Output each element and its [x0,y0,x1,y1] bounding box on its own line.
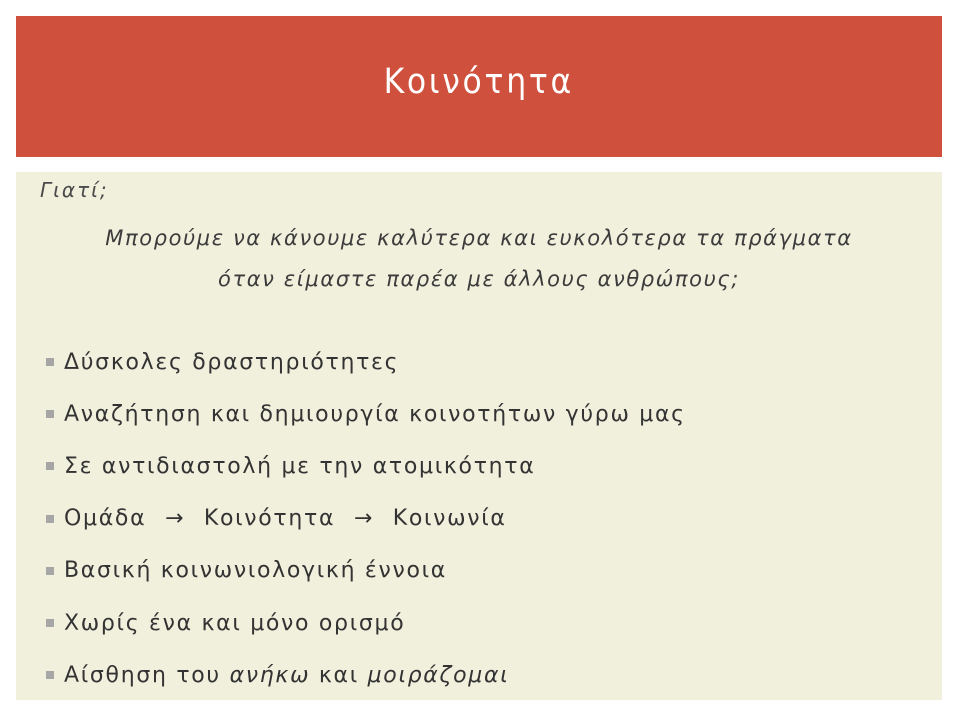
bullet-item [46,649,686,701]
bullet-item [46,440,686,492]
bullet-square-icon [46,358,54,366]
bullet-square-icon [46,515,54,523]
bullet-text: Σε αντιδιαστολή με την ατομικότητα [64,453,536,479]
bullet-square-icon [46,567,54,575]
title-band [16,16,942,157]
bullet-square-icon [46,462,54,470]
bullet-text-group [64,506,507,531]
slide-title: Κοινότητα [383,61,575,102]
arrow-right-icon: → [164,506,186,532]
bullet-item [46,493,686,545]
bullet-square-icon [46,619,54,627]
bullet-text-group [64,663,509,688]
bullet-item [46,336,686,388]
bullet-item [46,597,686,649]
bullet-text: Βασική κοινωνιολογική έννοια [64,558,447,584]
bullet-item [46,388,686,440]
emphasis-text: ανήκω [229,662,311,688]
bullet-text-part: Αίσθηση του [64,662,230,688]
bullet-text-part: Κοινότητα [203,506,336,532]
bullet-list [46,336,686,701]
bullet-text: Αναζήτηση και δημιουργία κοινοτήτων γύρω μας [64,401,686,427]
content-panel [16,172,942,700]
arrow-right-icon: → [353,506,374,532]
bullet-text-part: Κοινωνία [392,506,507,532]
bullet-item [46,545,686,597]
bullet-text-part: Ομάδα [64,506,147,532]
bullet-square-icon [46,671,54,679]
why-sentence: Μπορούμε να κάνουμε καλύτερα και ευκολότερα τα πράγματα όταν είμαστε παρέα με άλλους ανθρώπους; [105,226,853,291]
bullet-text: Δύσκολες δραστηριότητες [64,349,400,375]
bullet-square-icon [46,410,54,418]
bullet-text: Χωρίς ένα και μόνο ορισμό [64,610,406,636]
why-label: Γιατί; [40,178,109,202]
bullet-text-part: και [310,662,368,688]
emphasis-text: μοιράζομαι [367,662,510,688]
